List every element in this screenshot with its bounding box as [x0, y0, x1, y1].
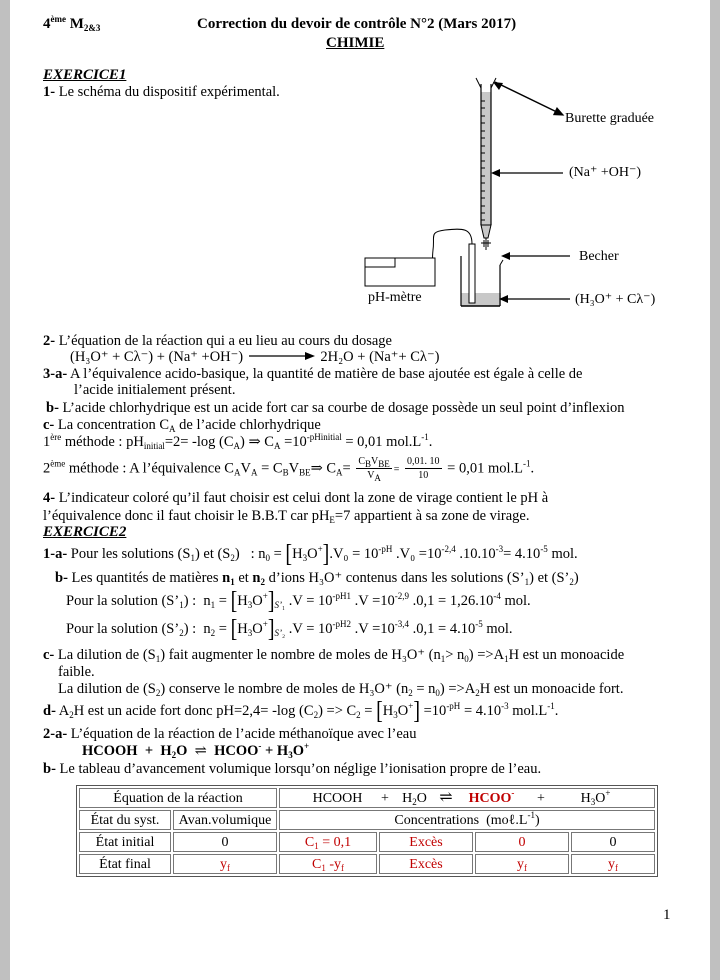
q1c-line2: faible. [58, 664, 95, 680]
table-row [79, 788, 655, 808]
table-cell: 0 [571, 832, 655, 852]
q3b-line: b- L’acide chlorhydrique est un acide fort car sa courbe de dosage possède un seul point d’inflexion [46, 400, 625, 416]
q3c-line: c- La concentration $C_A$ de l’acide chlorhydrique [43, 417, 321, 434]
base-solution-label: (Na⁺ +OH⁻) [569, 165, 642, 180]
titration-diagram [345, 70, 675, 315]
table-cell: État final [79, 854, 171, 874]
table-cell: Avan.volumique [173, 810, 277, 830]
acid-solution-label: (H₃O⁺ + Cλ⁻) [575, 292, 656, 307]
table-row [79, 854, 655, 874]
table-row [79, 832, 655, 852]
table-cell: $y_f$ [571, 854, 655, 874]
q4-line2: l’équivalence donc il faut choisir le B.B.T car $pH_E=7$ appartient à sa zone de virage. [43, 508, 530, 525]
solution-s2-line: Pour la solution $(S’_2)$ : $n_2 = [H_3O^+]_{S’_2}$ $.V = 10^{-pH2}$ $.V =10^{-3,4}$ $.0,1 = 4.10^{-5}$ mol. [66, 615, 513, 643]
solution-s1-line: Pour la solution $(S’_1)$ : $n_1 = [H_3O^+]_{S’_1}$ $.V = 10^{-pH1}$ $.V =10^{-2,9}$ $.0,1 = 1,26.10^{-4}$ mol. [66, 587, 531, 615]
progress-table [76, 785, 658, 877]
q2-line: 2- L’équation de la réaction qui a eu lieu au cours du dosage [43, 333, 392, 349]
q4-line: 4- L’indicateur coloré qu’il faut choisir est celui dont la zone de virage contient le pH à [43, 490, 549, 506]
becher-label: Becher [579, 249, 619, 264]
q1d-line: d- $A_2H$ est un acide fort donc pH=2,4= -log $(C_2) => C_2 = [H_3O^+] =10^{-pH} = 4.10^{-3}$ $mol.L^{-1}$. [43, 697, 559, 725]
q1-line: 1- Le schéma du dispositif expérimental. [43, 84, 280, 100]
reaction-arrow-icon [247, 349, 317, 366]
q1c-line3: La dilution de $(S_2)$ conserve le nombre de moles de H₃O⁺ $(n_2 = n_0) =>A_2H$ est un monoacide fort. [58, 681, 624, 698]
q2a-equation: HCOOH + $H_2O$ ⇌ HCOO- + $H_3O^+$ [82, 741, 310, 760]
q2-equation: (H₃O⁺ + Cλ⁻) + (Na⁺ +OH⁻) 2H₂O + (Na⁺+ Cλ⁻) [70, 349, 440, 365]
titration-setup-illustration [345, 70, 675, 315]
exercise1-title: EXERCICE1 [43, 67, 127, 83]
table-cell: Équation de la réaction [79, 788, 277, 808]
table-cell: $C_1 = 0,1$ [279, 832, 377, 852]
fraction-values: $\frac{0,01. 10}{10}$ [407, 456, 440, 481]
q3a-line: 3-a- A l’équivalence acido-basique, la quantité de matière de base ajoutée est égale à celle de [43, 366, 583, 382]
table-cell: Excès [379, 832, 473, 852]
table-cell: $y_f$ [475, 854, 569, 874]
q1b-line: b- Les quantités de matières $n_1$ et $n_2$ d’ions H₃O⁺ contenus dans les solutions $(S’_1)$ et $(S’_2)$ [55, 570, 579, 587]
q2b-line: b- Le tableau d’avancement volumique lorsqu’on néglige l’ionisation propre de l’eau. [43, 761, 542, 777]
table-cell-equation: HCOOH + $H_2O$ ⇌ HCOO- + $H_3O^+$ [279, 788, 655, 808]
table-cell: $y_f$ [173, 854, 277, 874]
q1c-line: c- La dilution de $(S_1)$ fait augmenter le nombre de moles de H₃O⁺ $(n_1> n_0) =>A_1H$ est un monoacide [43, 647, 625, 664]
table-cell: $C_1$ $-y_f$ [279, 854, 377, 874]
page-title: Correction du devoir de contrôle N°2 (Mars 2017) [197, 16, 517, 32]
ph-meter-label: pH-mètre [368, 290, 422, 305]
method1-line: 1ère méthode : $pH_{initial}=2= -\log$ $(C_A)$ ⇒ $C_A =10^{-pHinitial} = 0,01$ $mol.L^{-1}$. [43, 432, 433, 451]
exercise2-title: EXERCICE2 [43, 524, 127, 540]
table-row [79, 810, 655, 830]
q2a-line: 2-a- L’équation de la réaction de l’acide méthanoïque avec l’eau [43, 726, 417, 742]
q3a-line2: l’acide initialement présent. [74, 382, 236, 398]
burette-label: Burette graduée [565, 111, 655, 126]
document-page [10, 0, 710, 980]
class-label: 4ème $M_{2\&3}$ [43, 14, 101, 33]
q1a-line: 1-a- Pour les solutions $(S_1)$ et $(S_2)$ : $n_0 = [H_3O^+].V_0 = 10^{-pH}$ $.V_0 =10^{-2,4}$ $.10.10^{-3}= 4.10^{-5}$ mol. [43, 540, 578, 568]
table-cell: Excès [379, 854, 473, 874]
table-cell: 0 [475, 832, 569, 852]
equilibrium-arrow-icon: ⇌ [194, 743, 207, 759]
subject-title: CHIMIE [326, 35, 385, 51]
page-number: 1 [663, 907, 671, 923]
table-cell: 0 [173, 832, 277, 852]
table-cell: État initial [79, 832, 171, 852]
fraction-cbvbe-va: $\frac{C_BV_{BE}}{V_A}$ [358, 456, 390, 483]
method2-line: 2ème méthode : A l’équivalence $C_AV_A$ = $C_BV_{BE}\Rightarrow$ $C_A=$ $\frac{C_BV_{BE}}{V_A}$ = $\frac{0,01. 10}{10}$ = 0,01 $mol.L^{-1}$. [43, 456, 535, 483]
table-cell: Concentrations $(mo\ell.L^{-1})$ [279, 810, 655, 830]
table-cell: État du syst. [79, 810, 171, 830]
